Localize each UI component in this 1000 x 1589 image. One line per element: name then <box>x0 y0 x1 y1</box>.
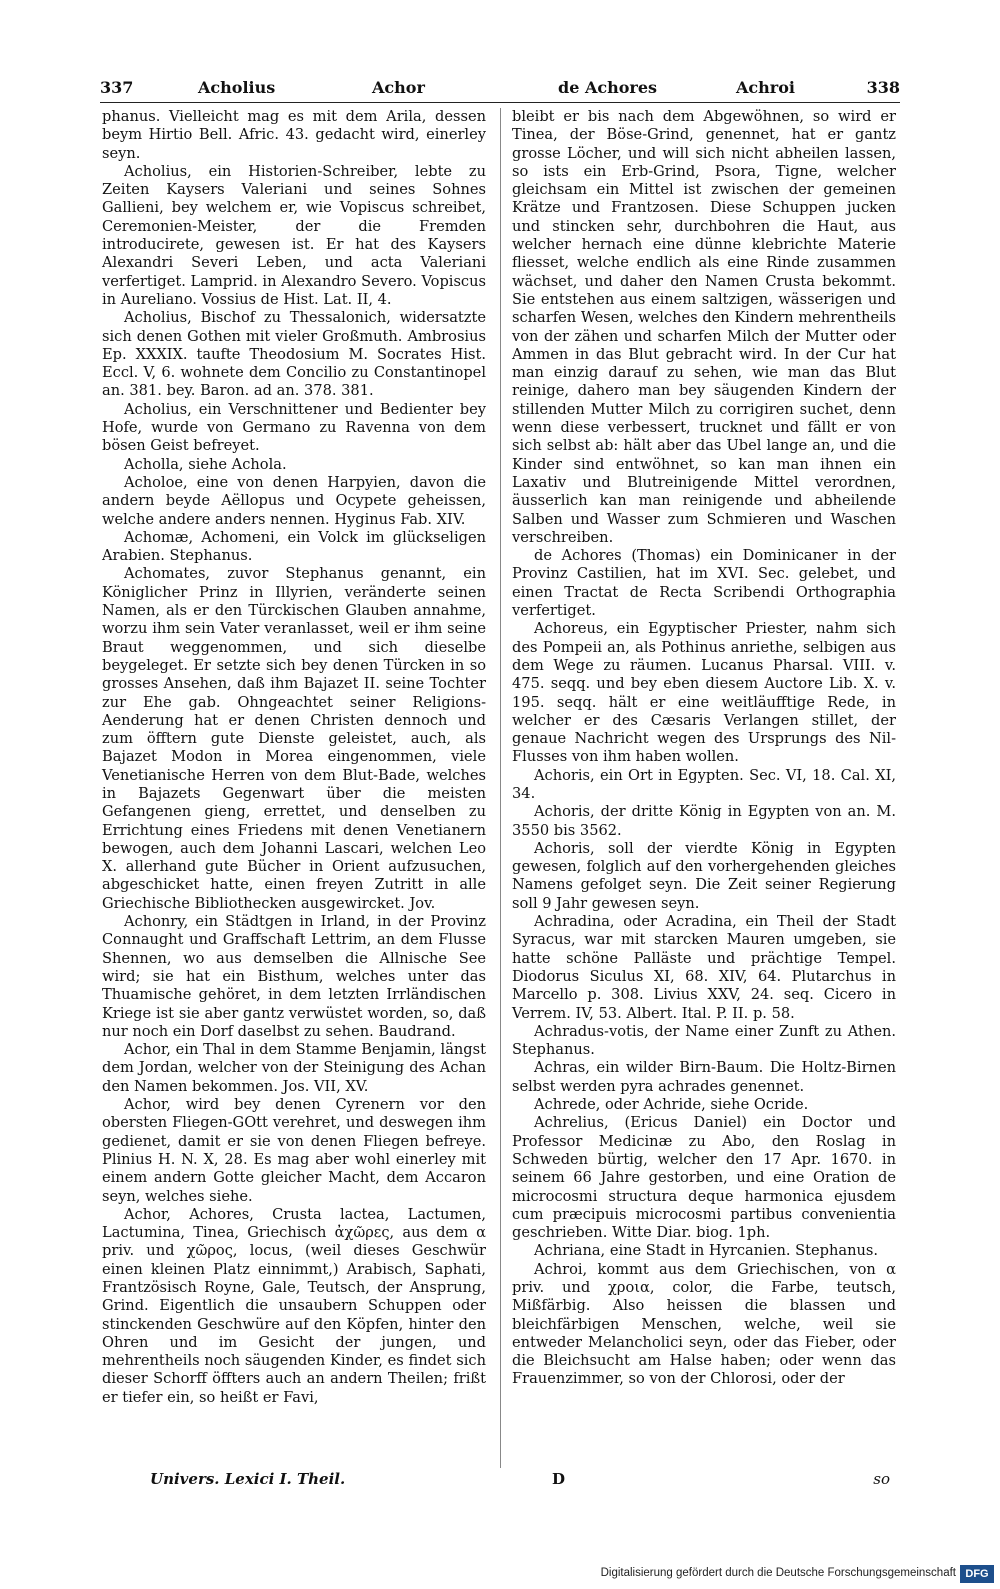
entry-paragraph: Achrede, oder Achride, siehe Ocride. <box>534 1096 809 1114</box>
entry-paragraph: Achomates, zuvor Stephanus genannt, ein Königlicher Prinz in Illyrien, veränderte seinen Namen, als er den Türckischen Glauben annahme, worzu ihm sein Vater veranlasset, weil er ihm seine Braut weggenommen, und sich dieselbe beygeleget. Er setzte sich bey denen Türcken in so grosses Ansehen, daß ihm Bajazet II. seine Tochter zur Ehe gab. Ohngeachtet seiner Religions-Aenderung hat er denen Christen dennoch und zum öfftern gute Dienste geleistet, auch, als Bajazet Modon in Morea eingenommen, viele Venetianische Herren von dem Blut-Bade, welches in Bajazets Gegenwart über die meisten Gefangenen gieng, errettet, und denselben zu Errichtung eines Friedens mit denen Venetianern bewogen, auch dem Johanni Lascari, welchen Leo X. allerhand gute Bücher in Orient aufzusuchen, abgeschicket hatte, einen freyen Zutritt in alle Griechische Bibliothecken ausgewircket. Jov. <box>102 565 486 912</box>
entry-paragraph: Achradina, oder Acradina, ein Theil der Stadt Syracus, war mit starcken Mauren umgeben, sie hatte schöne Palläste und prächtige Tempel. Diodorus Siculus XI, 68. XIV, 64. Plutarchus in Marcello p. 308. Livius XXV, 24. seq. Cicero in Verrem. IV, 53. Albert. Ital. P. II. p. 58. <box>512 913 896 1022</box>
entry-paragraph: Achroi, kommt aus dem Griechischen, von α priv. und χροια, color, die Farbe, teutsch, Mißfärbig. Also heissen die blassen und bleichfärbigen Menschen, welche, weil sie entweder Melancholici seyn, oder das Fieber, oder die Bleichsucht am Halse haben; oder wenn das Frauenzimmer, so von der Chlorosi, oder der <box>512 1260 896 1388</box>
right-catchword: Achroi <box>736 78 795 97</box>
entry-paragraph: Achor, wird bey denen Cyrenern vor den obersten Fliegen-GOtt verehret, und deswegen ihm gedienet, damit er sie von denen Fliegen befreye. Plinius H. N. X, 28. Es mag aber wohl einerley mit einem andern Gotte gleicher Macht, dem Accaron seyn, welches siehe. <box>102 1096 486 1205</box>
sheet-mark: D <box>552 1470 566 1488</box>
entry-paragraph: Achras, ein wilder Birn-Baum. Die Holtz-Birnen selbst werden pyra achrades genennet. <box>512 1059 896 1095</box>
left-column <box>102 108 486 1407</box>
right-column <box>512 108 896 1389</box>
digitization-credit: Digitalisierung gefördert durch die Deutsche Forschungsgemeinschaft <box>600 1567 956 1579</box>
entry-paragraph: Achradus-votis, der Name einer Zunft zu Athen. Stephanus. <box>512 1022 896 1059</box>
dfg-logo-icon: DFG <box>960 1565 994 1583</box>
header-rule <box>100 102 900 103</box>
running-header <box>100 72 900 102</box>
page-footer <box>100 1468 900 1492</box>
column-divider <box>500 108 501 1468</box>
entry-paragraph: Acholius, Bischof zu Thessalonich, widersatzte sich denen Gothen mit vieler Großmuth. Ambrosius Ep. XXXIX. taufte Theodosium M. Socrates Hist. Eccl. V, 6. wohnete dem Concilio zu Constantinopel an. 381. bey. Baron. ad an. 378. 381. <box>102 309 486 400</box>
signature-line: Univers. Lexici I. Theil. <box>150 1470 346 1488</box>
entry-paragraph: phanus. Vielleicht mag es mit dem Arila, dessen beym Hirtio Bell. Afric. 43. gedacht wird, einerley seyn. <box>102 108 486 162</box>
entry-paragraph: Achoris, soll der vierdte König in Egypten gewesen, folglich auf den vorhergehenden gleiches Namens gefolget seyn. Die Zeit seiner Regierung soll 9 Jahr gewesen seyn. <box>512 839 896 912</box>
entry-paragraph: Achor, Achores, Crusta lactea, Lactumen, Lactumina, Tinea, Griechisch ἀχῶρες, aus dem α priv. und χῶρος, locus, (weil dieses Geschwür einen kleinen Platz einnimmt,) Arabisch, Saphati, Frantzösisch Royne, Gale, Teutsch, der Ansprung, Grind. Eigentlich die unsaubern Schuppen oder stinckenden Geschwüre auf den Köpfen, hinter den Ohren und im Gesicht der jungen, und mehrentheils noch säugenden Kinder, es findet sich dieser Schorff öffters auch an andern Theilen; frißt er tiefer ein, so heißt er Favi, <box>102 1205 486 1406</box>
entry-paragraph: Achonry, ein Städtgen in Irland, in der Provinz Connaught und Graffschaft Lettrim, an dem Flusse Shennen, wo aus demselben die Allnische See wird; sie hat ein Bisthum, welches unter das Thuamische gehöret, in dem letzten Irrländischen Kriege ist sie aber gantz verwüstet worden, so, daß nur noch ein Dorf daselbst zu sehen. Baudrand. <box>102 913 486 1040</box>
middle-catchword: Achor <box>372 78 425 97</box>
entry-paragraph: Acholoe, eine von denen Harpyien, davon die andern beyde Aëllopus und Ocypete geheissen, welche andere anders nennen. Hyginus Fab. XIV. <box>102 473 486 528</box>
middle-catchword-2: de Achores <box>558 78 658 97</box>
entry-paragraph: de Achores (Thomas) ein Dominicaner in der Provinz Castilien, hat im XVI. Sec. gelebet, und einen Tractat de Recta Scribendi Orthographia verfertiget. <box>512 547 896 620</box>
entry-paragraph: Achoris, der dritte König in Egypten von an. M. 3550 bis 3562. <box>512 803 896 839</box>
left-catchword: Acholius <box>198 78 276 97</box>
footer-catchword: so <box>873 1470 890 1488</box>
book-page <box>100 72 900 1522</box>
entry-paragraph: Acholius, ein Verschnittener und Bedienter bey Hofe, wurde von Germano zu Ravenna von dem bösen Geist befreyet. <box>102 400 486 455</box>
entry-paragraph: Achoris, ein Ort in Egypten. Sec. VI, 18. Cal. XI, 34. <box>512 766 896 802</box>
entry-paragraph: Achoreus, ein Egyptischer Priester, nahm sich des Pompeii an, als Pothinus anriethe, selbigen aus dem Wege zu räumen. Lucanus Pharsal. VIII. v. 475. seqq. und bey eben diesem Auctore Lib. X. v. 195. seqq. hält er eine weitläufftige Rede, in welcher er des Cæsaris Verlangen stillet, der genaue Nachricht wegen des Ursprungs des Nil-Flusses von ihm haben wollen. <box>512 620 896 766</box>
entry-paragraph: Achor, ein Thal in dem Stamme Benjamin, längst dem Jordan, welcher von der Steinigung des Achan den Namen bekommen. Jos. VII, XV. <box>102 1041 486 1095</box>
entry-paragraph: Achomæ, Achomeni, ein Volck im glückseligen Arabien. Stephanus. <box>102 528 486 565</box>
entry-paragraph: Acholla, siehe Achola. <box>124 455 287 473</box>
entry-paragraph: bleibt er bis nach dem Abgewöhnen, so wird er Tinea, der Böse-Grind, genennet, hat er gantz grosse Löcher, und will sich nicht abheilen lassen, so ists ein Erb-Grind, Psora, Tigne, welcher gleichsam ein Mittel ist zwischen der gemeinen Krätze und Frantzosen. Diese Schuppen jucken und stincken sehr, durchbohren die Haut, aus welcher hernach eine dünne klebrichte Materie fliesset, welche endlich als eine Rinde zusammen wächset, und daher den Namen Crusta bekommt. Sie entstehen aus einem saltzigen, wässerigen und scharfen Wesen, welches den Kindern mehrentheils von der zähen und scharfen Milch der Mutter oder Ammen in das Blut gebracht wird. In der Cur hat man einzig darauf zu sehen, wie man das Blut reinige, dahero man bey säugenden Kindern der stillenden Mutter Milch zu corrigiren suchet, denn wenn diese verbessert, trucknet und fällt er von sich selbst ab: hält aber das Ubel lange an, und die Kinder sind entwöhnet, so kan man ihnen ein Laxativ und Blutreinigende Mittel verordnen, äusserlich kan man reinigende und abheilende Salben und Wasser zum Schmieren und Waschen verschreiben. <box>512 108 896 546</box>
entry-paragraph: Acholius, ein Historien-Schreiber, lebte zu Zeiten Kaysers Valeriani und seines Sohnes Gallieni, bey welchem er, wie Vopiscus schreibet, Ceremonien-Meister, der die Fremden introducirete, gewesen ist. Er hat des Kaysers Alexandri Severi Leben, und acta Valeriani verfertiget. Lamprid. in Alexandro Severo. Vopiscus in Aureliano. Vossius de Hist. Lat. II, 4. <box>102 162 486 308</box>
left-page-number: 337 <box>100 78 134 97</box>
entry-paragraph: Achriana, eine Stadt in Hyrcanien. Stephanus. <box>534 1242 878 1260</box>
right-page-number: 338 <box>866 78 900 97</box>
entry-paragraph: Achrelius, (Ericus Daniel) ein Doctor und Professor Medicinæ zu Abo, den Roslag in Schweden bürtig, welcher den 17 Apr. 1670. in seinem 66 Jahre gestorben, und eine Oration de microcosmi structura deque harmonica ejusdem cum præcipuis microcosmi partibus convenientia geschrieben. Witte Diar. biog. 1ph. <box>512 1114 896 1242</box>
